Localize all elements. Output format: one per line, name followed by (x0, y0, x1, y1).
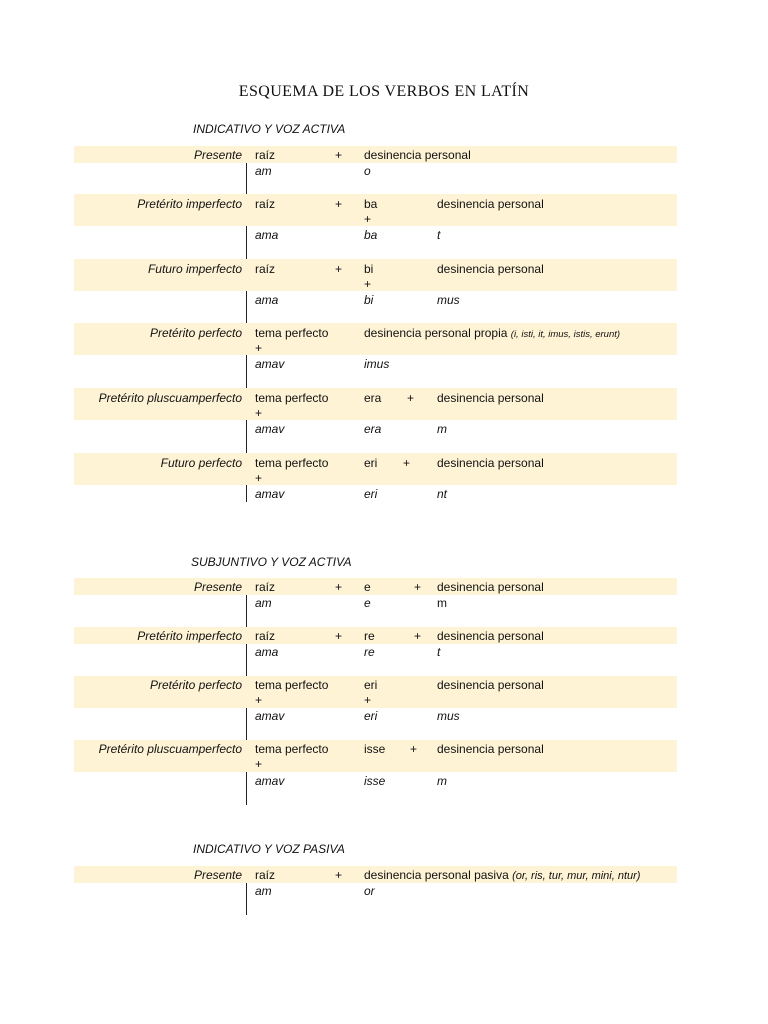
structure-ending: desinencia personal (437, 262, 544, 276)
structure-root: raíz (255, 580, 276, 594)
structure-ending: desinencia personal (437, 391, 544, 405)
structure-root: raíz (255, 197, 276, 211)
example-ending: mus (437, 709, 460, 723)
example-marker: eri (364, 709, 378, 723)
example-ending: o (364, 164, 371, 178)
tense-label: Presente (193, 148, 242, 162)
plus-sign: + (403, 456, 411, 470)
example-marker: ba (364, 228, 378, 242)
tense-label: Presente (193, 580, 242, 594)
structure-stem: tema perfecto (255, 326, 329, 340)
tense-label: Pretérito perfecto (149, 326, 242, 340)
example-marker: isse (364, 774, 386, 788)
tense-label: Pretérito imperfecto (137, 197, 242, 211)
structure-stem: tema perfecto (255, 742, 329, 756)
example-stem: amav (255, 422, 285, 436)
document-title: ESQUEMA DE LOS VERBOS EN LATÍN (238, 83, 530, 100)
plus-sign: + (255, 471, 263, 485)
example-marker: bi (364, 293, 374, 307)
structure-ending: desinencia personal (437, 456, 544, 470)
plus-sign: + (364, 277, 372, 291)
structure-marker: eri (364, 678, 378, 692)
section-heading: SUBJUNTIVO Y VOZ ACTIVA (191, 555, 352, 569)
ending-label: desinencia personal propia (364, 326, 508, 340)
structure-stem: tema perfecto (255, 391, 329, 405)
example-marker: era (364, 422, 382, 436)
example-marker: eri (364, 487, 378, 501)
example-stem: amav (255, 774, 285, 788)
example-stem: ama (255, 645, 279, 659)
structure-stem: tema perfecto (255, 456, 329, 470)
structure-ending: desinencia personal (437, 197, 544, 211)
structure-marker: ba (364, 197, 378, 211)
example-stem: am (255, 164, 272, 178)
structure-marker: re (364, 629, 375, 643)
tense-label: Pretérito pluscuamperfecto (98, 391, 242, 405)
example-ending: m (437, 596, 447, 610)
structure-marker: bi (364, 262, 374, 276)
example-ending: t (437, 228, 441, 242)
example-ending: m (437, 774, 447, 788)
structure-root: raíz (255, 148, 276, 162)
structure-marker: isse (364, 742, 386, 756)
ending-note: (or, ris, tur, mur, mini, ntur) (512, 870, 641, 882)
tense-label: Pretérito imperfecto (137, 629, 242, 643)
structure-root: raíz (255, 629, 276, 643)
plus-sign: + (414, 629, 422, 643)
plus-sign: + (335, 868, 343, 882)
plus-sign: + (335, 580, 343, 594)
plus-sign: + (255, 757, 263, 771)
example-ending: or (364, 884, 375, 898)
example-stem: amav (255, 487, 285, 501)
plus-sign: + (414, 580, 422, 594)
structure-ending: desinencia personal (437, 742, 544, 756)
example-stem: ama (255, 228, 279, 242)
example-ending: m (437, 422, 447, 436)
example-marker: e (364, 596, 371, 610)
structure-ending: desinencia personal (437, 629, 544, 643)
tense-label: Futuro imperfecto (147, 262, 242, 276)
example-stem: amav (255, 709, 285, 723)
example-stem: am (255, 884, 272, 898)
structure-ending (364, 868, 640, 883)
structure-stem: tema perfecto (255, 678, 329, 692)
structure-ending: desinencia personal (364, 148, 471, 162)
tense-label: Presente (193, 868, 242, 882)
structure-ending: desinencia personal (437, 678, 544, 692)
plus-sign: + (335, 629, 343, 643)
tense-label: Futuro perfecto (160, 456, 242, 470)
structure-marker: e (364, 580, 371, 594)
example-ending: t (437, 645, 441, 659)
example-stem: am (255, 596, 272, 610)
plus-sign: + (364, 693, 372, 707)
example-marker: re (364, 645, 375, 659)
tense-label: Pretérito pluscuamperfecto (98, 742, 242, 756)
plus-sign: + (255, 693, 263, 707)
section-heading: INDICATIVO Y VOZ ACTIVA (193, 122, 346, 136)
example-ending: nt (437, 487, 448, 501)
example-stem: ama (255, 293, 279, 307)
example-stem: amav (255, 357, 285, 371)
plus-sign: + (255, 341, 263, 355)
example-ending: mus (437, 293, 460, 307)
plus-sign: + (410, 742, 418, 756)
structure-ending: desinencia personal (437, 580, 544, 594)
plus-sign: + (255, 406, 263, 420)
structure-root: raíz (255, 262, 276, 276)
structure-marker: era (364, 391, 382, 405)
row-highlight (74, 578, 677, 595)
tense-label: Pretérito perfecto (149, 678, 242, 692)
structure-root: raíz (255, 868, 276, 882)
section-heading: INDICATIVO Y VOZ PASIVA (193, 842, 345, 856)
example-ending: imus (364, 357, 390, 371)
ending-label: desinencia personal pasiva (364, 868, 509, 882)
plus-sign: + (364, 212, 372, 226)
plus-sign: + (335, 262, 343, 276)
structure-marker: eri (364, 456, 378, 470)
structure-ending (364, 326, 620, 342)
plus-sign: + (407, 391, 415, 405)
ending-note: (i, isti, it, imus, istis, erunt) (510, 329, 621, 340)
plus-sign: + (335, 148, 343, 162)
plus-sign: + (335, 197, 343, 211)
